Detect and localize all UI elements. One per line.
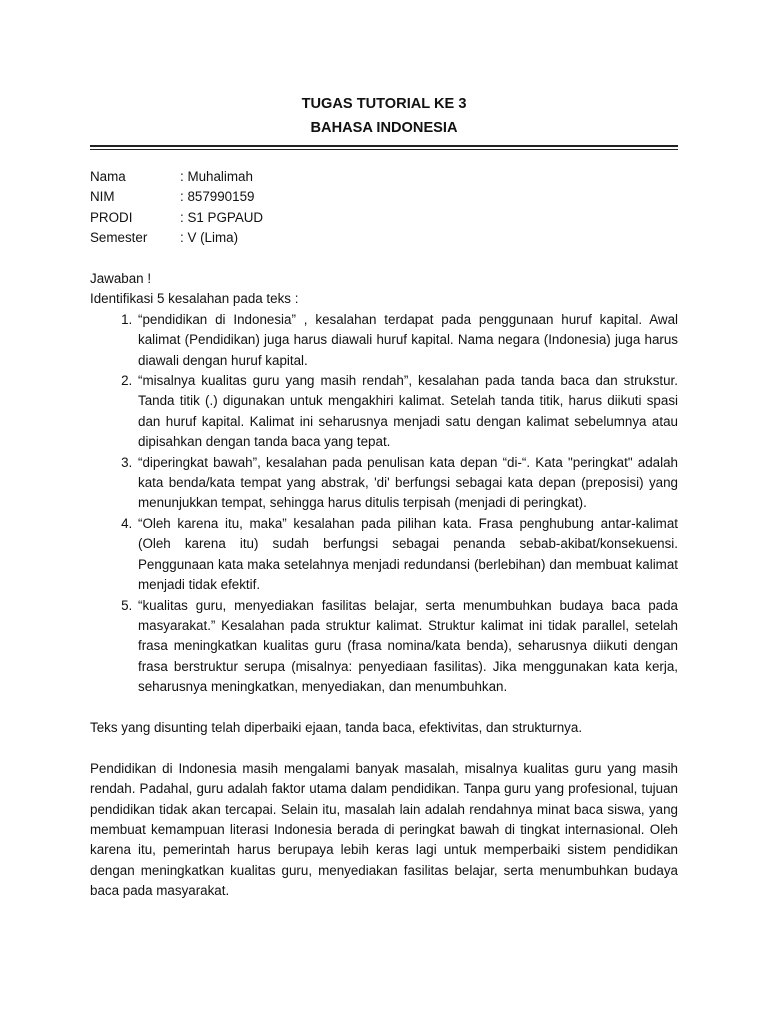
list-item: 3. “diperingkat bawah”, kesalahan pada penulisan kata depan “di-“. Kata "peringkat" adalah kata benda/kata tempat yang abstrak, 'di' berfungsi sebagai kata depan (preposisi) yang menunjukkan tempat, sehingga harus ditulis terpisah (menjadi di peringkat). bbox=[136, 453, 678, 514]
spacer bbox=[90, 698, 678, 718]
answer-heading: Jawaban ! bbox=[90, 271, 152, 287]
list-item: 2. “misalnya kualitas guru yang masih rendah”, kesalahan pada tanda baca dan strukstur. Tanda titik (.) digunakan untuk mengakhiri kalimat. Setelah tanda titik, harus diikuti spasi dan huruf kapital. Kalimat ini seharusnya menjadi satu dengan kalimat sebelumnya atau dipisahkan dengan tanda baca yang tepat. bbox=[136, 371, 678, 453]
identity-label: PRODI bbox=[90, 209, 133, 225]
identity-value: : 857990159 bbox=[180, 189, 255, 205]
identity-label: Semester bbox=[90, 230, 148, 246]
title-divider bbox=[90, 145, 678, 150]
identity-row-nama bbox=[90, 167, 678, 187]
document-title bbox=[90, 92, 678, 140]
error-list bbox=[90, 310, 678, 698]
identity-block bbox=[90, 167, 678, 249]
document-page bbox=[90, 92, 678, 902]
identity-label: NIM bbox=[90, 189, 115, 205]
list-item: 4. “Oleh karena itu, maka” kesalahan pada pilihan kata. Frasa penghubung antar-kalimat (Oleh karena itu) sudah berfungsi sebagai penanda sebab-akibat/konsekuensi. Penggunaan kata maka setelahnya menjadi redundansi (berlebihan) dan membuat kalimat menjadi tidak efektif. bbox=[136, 514, 678, 596]
spacer bbox=[90, 249, 678, 269]
edited-text: Pendidikan di Indonesia masih mengalami banyak masalah, misalnya kualitas guru yang masih rendah. Padahal, guru adalah faktor utama dalam pendidikan. Tanpa guru yang profesional, tujuan pendidikan tidak akan tercapai. Selain itu, masalah lain adalah rendahnya minat baca siswa, yang membuat kemampuan literasi Indonesia berada di peringkat bawah di tingkat internasional. Oleh karena itu, pemerintah harus berupaya lebih keras lagi untuk memperbaiki sistem pendidikan dengan meningkatkan kualitas guru, menyediakan fasilitas belajar, serta menumbuhkan budaya baca pada masyarakat. bbox=[90, 760, 678, 899]
identity-label: Nama bbox=[90, 169, 126, 184]
identity-row-nim bbox=[90, 187, 678, 207]
identity-row-semester bbox=[90, 228, 678, 248]
title-line-2: BAHASA INDONESIA bbox=[310, 120, 458, 136]
identity-value: : Muhalimah bbox=[180, 169, 253, 184]
identity-value: : V (Lima) bbox=[180, 230, 239, 246]
title-line-1: TUGAS TUTORIAL KE 3 bbox=[301, 96, 467, 112]
edited-intro: Teks yang disunting telah diperbaiki ejaan, tanda baca, efektivitas, dan strukturnya. bbox=[90, 719, 583, 735]
answer-intro: Identifikasi 5 kesalahan pada teks : bbox=[90, 291, 299, 307]
identity-value: : S1 PGPAUD bbox=[180, 209, 264, 225]
spacer bbox=[90, 738, 678, 758]
list-item: 5. “kualitas guru, menyediakan fasilitas belajar, serta menumbuhkan budaya baca pada masyarakat.” Kesalahan pada struktur kalimat. Struktur kalimat ini tidak parallel, setelah frasa meningkatkan kualitas guru (frasa nomina/kata benda), seharusnya diikuti dengan frasa berstruktur serupa (misalnya: penyediaan fasilitas). Jika menggunakan kata kerja, seharusnya meningkatkan, menyediakan, dan menumbuhkan. bbox=[136, 596, 678, 698]
list-item: 1. “pendidikan di Indonesia” , kesalahan terdapat pada penggunaan huruf kapital. Awal kalimat (Pendidikan) juga harus diawali huruf kapital. Nama negara (Indonesia) juga harus diawali dengan huruf kapital. bbox=[136, 310, 678, 371]
identity-row-prodi bbox=[90, 208, 678, 228]
